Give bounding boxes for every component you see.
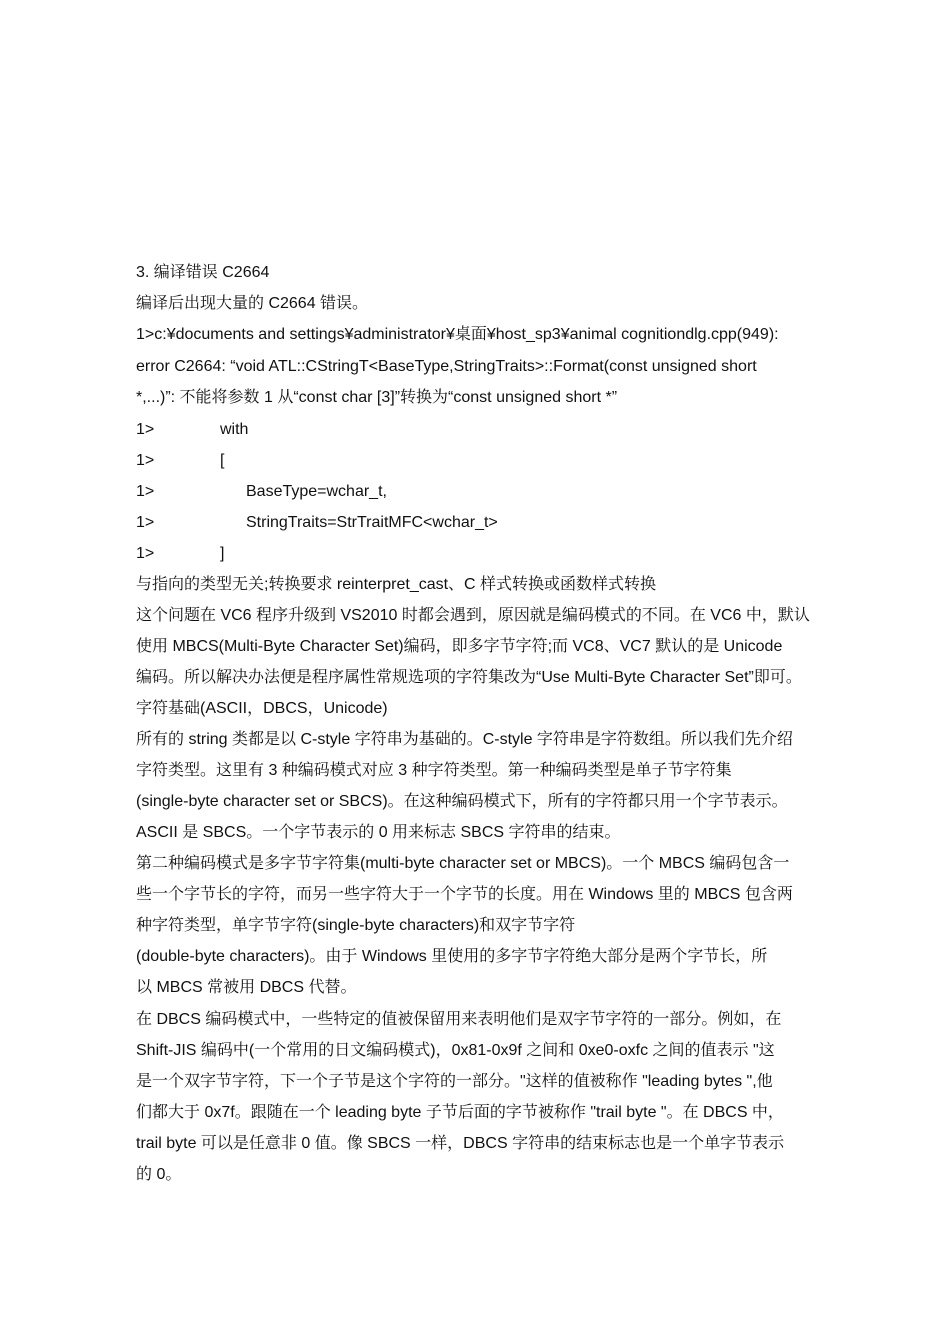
error-line: error C2664: “void ATL::CStringT<BaseType,StringTraits>::Format(const unsigned short xyxy=(136,358,757,375)
paragraph-line: 编码。所以解决办法便是程序属性常规选项的字符集改为“Use Multi-Byte Character Set”即可。 xyxy=(136,669,802,686)
paragraph-line: (single-byte character set or SBCS)。在这种编码模式下，所有的字符都只用一个字节表示。 xyxy=(136,793,788,810)
code-prefix: 1> xyxy=(136,483,155,500)
paragraph-line: trail byte 可以是任意非 0 值。像 SBCS 一样，DBCS 字符串的结束标志也是一个单字节表示 xyxy=(136,1135,785,1152)
code-prefix: 1> xyxy=(136,514,155,531)
code-line: with xyxy=(220,421,249,438)
paragraph-line: 以 MBCS 常被用 DBCS 代替。 xyxy=(136,979,357,996)
code-prefix: 1> xyxy=(136,452,155,469)
paragraph-line: 在 DBCS 编码模式中，一些特定的值被保留用来表明他们是双字节字符的一部分。例如，在 xyxy=(136,1011,782,1028)
paragraph-line: 字符基础(ASCII，DBCS，Unicode) xyxy=(136,700,388,717)
paragraph-line: 种字符类型，单字节字符(single-byte characters)和双字节字符 xyxy=(136,917,576,934)
paragraph-line: 是一个双字节字符，下一个子节是这个字符的一部分。"这样的值被称作 "leading bytes ",他 xyxy=(136,1073,773,1090)
error-line: 1>c:¥documents and settings¥administrator¥桌面¥host_sp3¥animal cognitiondlg.cpp(949): xyxy=(136,326,779,343)
paragraph-line: Shift-JIS 编码中(一个常用的日文编码模式)，0x81-0x9f 之间和 0xe0-oxfc 之间的值表示 "这 xyxy=(136,1042,775,1059)
paragraph-line: 的 0。 xyxy=(136,1166,182,1183)
code-line: ] xyxy=(220,545,225,562)
paragraph-line: 第二种编码模式是多字节字符集(multi-byte character set or MBCS)。一个 MBCS 编码包含一 xyxy=(136,855,790,872)
code-line: [ xyxy=(220,452,225,469)
paragraph-line: 些一个字节长的字符，而另一些字符大于一个字节的长度。用在 Windows 里的 MBCS 包含两 xyxy=(136,886,793,903)
code-prefix: 1> xyxy=(136,545,155,562)
paragraph-line: 所有的 string 类都是以 C-style 字符串为基础的。C-style 字符串是字符数组。所以我们先介绍 xyxy=(136,731,793,748)
paragraph-line: 使用 MBCS(Multi-Byte Character Set)编码，即多字节字符;而 VC8、VC7 默认的是 Unicode xyxy=(136,638,783,655)
paragraph-line: ASCII 是 SBCS。一个字节表示的 0 用来标志 SBCS 字符串的结束。 xyxy=(136,824,621,841)
paragraph-line: 字符类型。这里有 3 种编码模式对应 3 种字符类型。第一种编码类型是单子节字符集 xyxy=(136,762,732,779)
paragraph-line: (double-byte characters)。由于 Windows 里使用的多字节字符绝大部分是两个字节长，所 xyxy=(136,948,768,965)
code-prefix: 1> xyxy=(136,421,155,438)
error-line: *,...)”: 不能将参数 1 从“const char [3]”转换为“const unsigned short *” xyxy=(136,389,618,406)
code-line: BaseType=wchar_t, xyxy=(246,483,387,500)
code-line: StringTraits=StrTraitMFC<wchar_t> xyxy=(246,514,498,531)
paragraph-line: 这个问题在 VC6 程序升级到 VS2010 时都会遇到，原因就是编码模式的不同。在 VC6 中，默认 xyxy=(136,607,810,624)
intro-line: 编译后出现大量的 C2664 错误。 xyxy=(136,295,369,312)
paragraph-line: 与指向的类型无关;转换要求 reinterpret_cast、C 样式转换或函数样式转换 xyxy=(136,576,657,593)
section-heading: 3. 编译错误 C2664 xyxy=(136,264,270,281)
paragraph-line: 们都大于 0x7f。跟随在一个 leading byte 子节后面的字节被称作 "trail byte "。在 DBCS 中， xyxy=(136,1104,784,1121)
